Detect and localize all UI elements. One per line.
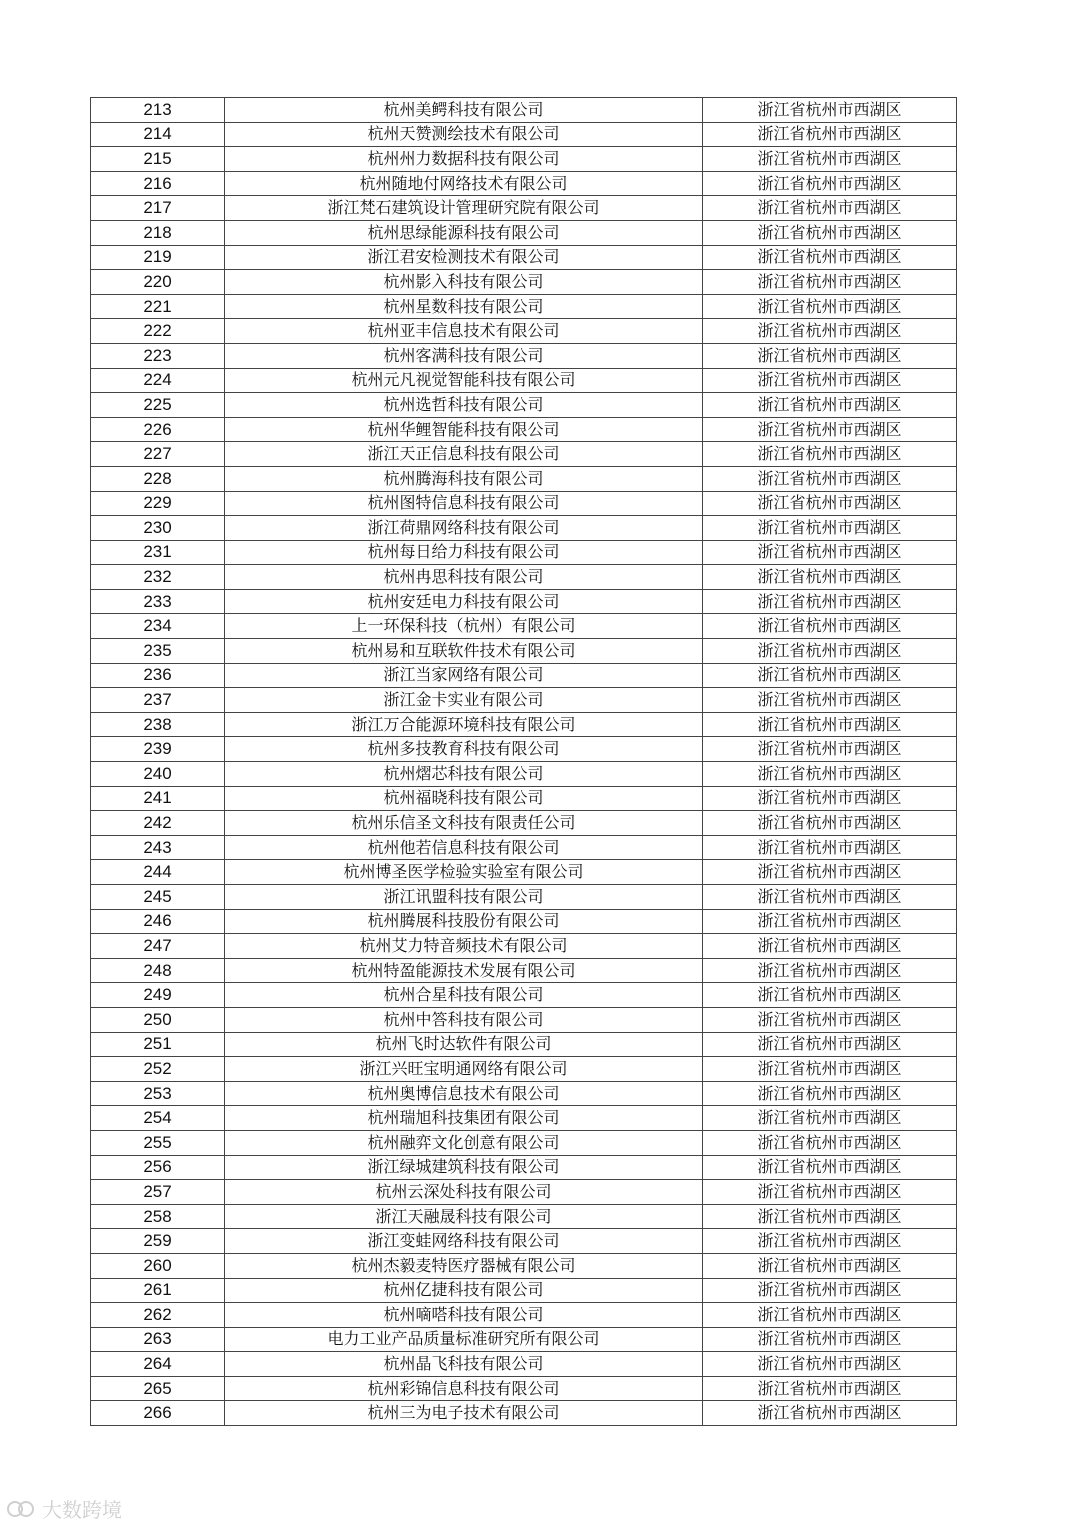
region: 浙江省杭州市西湖区 <box>703 1327 957 1352</box>
company-name: 杭州福晓科技有限公司 <box>225 786 703 811</box>
row-number: 261 <box>91 1278 225 1303</box>
region: 浙江省杭州市西湖区 <box>703 442 957 467</box>
table-row <box>91 1032 957 1057</box>
table-row <box>91 294 957 319</box>
region: 浙江省杭州市西湖区 <box>703 1032 957 1057</box>
row-number: 245 <box>91 885 225 910</box>
company-name: 杭州云深处科技有限公司 <box>225 1180 703 1205</box>
table-row <box>91 983 957 1008</box>
row-number: 231 <box>91 540 225 565</box>
region: 浙江省杭州市西湖区 <box>703 245 957 270</box>
company-name: 上一环保科技（杭州）有限公司 <box>225 614 703 639</box>
company-name: 杭州合星科技有限公司 <box>225 983 703 1008</box>
company-name: 杭州中答科技有限公司 <box>225 1007 703 1032</box>
row-number: 233 <box>91 589 225 614</box>
company-name: 浙江变蛙网络科技有限公司 <box>225 1229 703 1254</box>
table-row <box>91 319 957 344</box>
table-row <box>91 688 957 713</box>
row-number: 252 <box>91 1057 225 1082</box>
row-number: 266 <box>91 1401 225 1426</box>
table-row <box>91 245 957 270</box>
company-name: 浙江君安检测技术有限公司 <box>225 245 703 270</box>
region: 浙江省杭州市西湖区 <box>703 368 957 393</box>
company-name: 杭州华鲤智能科技有限公司 <box>225 417 703 442</box>
table-row <box>91 565 957 590</box>
table-row <box>91 762 957 787</box>
table-row <box>91 737 957 762</box>
region: 浙江省杭州市西湖区 <box>703 762 957 787</box>
row-number: 222 <box>91 319 225 344</box>
table-row <box>91 1327 957 1352</box>
region: 浙江省杭州市西湖区 <box>703 122 957 147</box>
company-name: 杭州易和互联软件技术有限公司 <box>225 639 703 664</box>
row-number: 255 <box>91 1130 225 1155</box>
row-number: 214 <box>91 122 225 147</box>
region: 浙江省杭州市西湖区 <box>703 393 957 418</box>
company-name: 杭州彩锦信息科技有限公司 <box>225 1376 703 1401</box>
company-list-body <box>91 98 957 1426</box>
region: 浙江省杭州市西湖区 <box>703 565 957 590</box>
table-row <box>91 220 957 245</box>
table-row <box>91 712 957 737</box>
region: 浙江省杭州市西湖区 <box>703 983 957 1008</box>
row-number: 236 <box>91 663 225 688</box>
region: 浙江省杭州市西湖区 <box>703 1007 957 1032</box>
region: 浙江省杭州市西湖区 <box>703 196 957 221</box>
table-row <box>91 1401 957 1426</box>
company-name: 杭州天赞测绘技术有限公司 <box>225 122 703 147</box>
table-row <box>91 98 957 123</box>
table-row <box>91 1130 957 1155</box>
table-row <box>91 368 957 393</box>
row-number: 250 <box>91 1007 225 1032</box>
region: 浙江省杭州市西湖区 <box>703 934 957 959</box>
row-number: 241 <box>91 786 225 811</box>
company-name: 杭州杰毅麦特医疗器械有限公司 <box>225 1253 703 1278</box>
row-number: 247 <box>91 934 225 959</box>
table-row <box>91 1007 957 1032</box>
region: 浙江省杭州市西湖区 <box>703 1303 957 1328</box>
table-row <box>91 540 957 565</box>
table-row <box>91 147 957 172</box>
table-row <box>91 909 957 934</box>
table-row <box>91 466 957 491</box>
company-name: 杭州三为电子技术有限公司 <box>225 1401 703 1426</box>
table-row <box>91 958 957 983</box>
table-row <box>91 1057 957 1082</box>
company-name: 杭州乐信圣文科技有限责任公司 <box>225 811 703 836</box>
watermark <box>6 1494 122 1523</box>
row-number: 230 <box>91 516 225 541</box>
row-number: 224 <box>91 368 225 393</box>
row-number: 216 <box>91 171 225 196</box>
table-row <box>91 196 957 221</box>
company-name: 杭州他若信息科技有限公司 <box>225 835 703 860</box>
region: 浙江省杭州市西湖区 <box>703 639 957 664</box>
table-row <box>91 934 957 959</box>
region: 浙江省杭州市西湖区 <box>703 712 957 737</box>
row-number: 243 <box>91 835 225 860</box>
company-name: 杭州随地付网络技术有限公司 <box>225 171 703 196</box>
table-row <box>91 663 957 688</box>
region: 浙江省杭州市西湖区 <box>703 1253 957 1278</box>
region: 浙江省杭州市西湖区 <box>703 885 957 910</box>
region: 浙江省杭州市西湖区 <box>703 811 957 836</box>
region: 浙江省杭州市西湖区 <box>703 1278 957 1303</box>
region: 浙江省杭州市西湖区 <box>703 958 957 983</box>
company-name: 杭州思绿能源科技有限公司 <box>225 220 703 245</box>
table-row <box>91 1229 957 1254</box>
region: 浙江省杭州市西湖区 <box>703 147 957 172</box>
row-number: 263 <box>91 1327 225 1352</box>
row-number: 244 <box>91 860 225 885</box>
region: 浙江省杭州市西湖区 <box>703 1401 957 1426</box>
table-row <box>91 614 957 639</box>
region: 浙江省杭州市西湖区 <box>703 1180 957 1205</box>
region: 浙江省杭州市西湖区 <box>703 835 957 860</box>
region: 浙江省杭州市西湖区 <box>703 786 957 811</box>
table-row <box>91 270 957 295</box>
row-number: 226 <box>91 417 225 442</box>
region: 浙江省杭州市西湖区 <box>703 860 957 885</box>
company-name: 杭州融弈文化创意有限公司 <box>225 1130 703 1155</box>
company-name: 杭州熠芯科技有限公司 <box>225 762 703 787</box>
row-number: 259 <box>91 1229 225 1254</box>
region: 浙江省杭州市西湖区 <box>703 614 957 639</box>
row-number: 219 <box>91 245 225 270</box>
table-row <box>91 589 957 614</box>
row-number: 253 <box>91 1081 225 1106</box>
row-number: 215 <box>91 147 225 172</box>
region: 浙江省杭州市西湖区 <box>703 343 957 368</box>
row-number: 237 <box>91 688 225 713</box>
row-number: 227 <box>91 442 225 467</box>
row-number: 249 <box>91 983 225 1008</box>
table-row <box>91 122 957 147</box>
table-row <box>91 1081 957 1106</box>
region: 浙江省杭州市西湖区 <box>703 1229 957 1254</box>
company-name: 浙江兴旺宝明通网络有限公司 <box>225 1057 703 1082</box>
table-row <box>91 491 957 516</box>
region: 浙江省杭州市西湖区 <box>703 1352 957 1377</box>
row-number: 264 <box>91 1352 225 1377</box>
region: 浙江省杭州市西湖区 <box>703 1155 957 1180</box>
company-name: 浙江梵石建筑设计管理研究院有限公司 <box>225 196 703 221</box>
region: 浙江省杭州市西湖区 <box>703 319 957 344</box>
region: 浙江省杭州市西湖区 <box>703 737 957 762</box>
table-row <box>91 786 957 811</box>
table-row <box>91 885 957 910</box>
company-name: 杭州客满科技有限公司 <box>225 343 703 368</box>
table-row <box>91 1352 957 1377</box>
table-row <box>91 639 957 664</box>
company-name: 杭州嘀嗒科技有限公司 <box>225 1303 703 1328</box>
company-name: 杭州腾展科技股份有限公司 <box>225 909 703 934</box>
row-number: 254 <box>91 1106 225 1131</box>
company-name: 杭州元凡视觉智能科技有限公司 <box>225 368 703 393</box>
company-name: 杭州博圣医学检验实验室有限公司 <box>225 860 703 885</box>
row-number: 229 <box>91 491 225 516</box>
company-name: 杭州安廷电力科技有限公司 <box>225 589 703 614</box>
table-row <box>91 343 957 368</box>
row-number: 256 <box>91 1155 225 1180</box>
row-number: 223 <box>91 343 225 368</box>
region: 浙江省杭州市西湖区 <box>703 1376 957 1401</box>
company-name: 杭州冉思科技有限公司 <box>225 565 703 590</box>
region: 浙江省杭州市西湖区 <box>703 589 957 614</box>
region: 浙江省杭州市西湖区 <box>703 663 957 688</box>
company-list-table <box>90 97 957 1426</box>
row-number: 265 <box>91 1376 225 1401</box>
company-name: 杭州瑞旭科技集团有限公司 <box>225 1106 703 1131</box>
row-number: 246 <box>91 909 225 934</box>
row-number: 217 <box>91 196 225 221</box>
company-name: 浙江天正信息科技有限公司 <box>225 442 703 467</box>
region: 浙江省杭州市西湖区 <box>703 1081 957 1106</box>
region: 浙江省杭州市西湖区 <box>703 491 957 516</box>
row-number: 248 <box>91 958 225 983</box>
region: 浙江省杭州市西湖区 <box>703 294 957 319</box>
region: 浙江省杭州市西湖区 <box>703 1130 957 1155</box>
company-name: 杭州美鳄科技有限公司 <box>225 98 703 123</box>
table-row <box>91 1180 957 1205</box>
table-row <box>91 393 957 418</box>
company-name: 杭州飞时达软件有限公司 <box>225 1032 703 1057</box>
row-number: 235 <box>91 639 225 664</box>
region: 浙江省杭州市西湖区 <box>703 516 957 541</box>
region: 浙江省杭州市西湖区 <box>703 688 957 713</box>
table-row <box>91 1204 957 1229</box>
table-row <box>91 1155 957 1180</box>
company-name: 杭州图特信息科技有限公司 <box>225 491 703 516</box>
row-number: 238 <box>91 712 225 737</box>
company-name: 杭州晶飞科技有限公司 <box>225 1352 703 1377</box>
table-row <box>91 1278 957 1303</box>
company-name: 浙江万合能源环境科技有限公司 <box>225 712 703 737</box>
company-name: 杭州选哲科技有限公司 <box>225 393 703 418</box>
table-row <box>91 811 957 836</box>
row-number: 257 <box>91 1180 225 1205</box>
region: 浙江省杭州市西湖区 <box>703 1057 957 1082</box>
region: 浙江省杭州市西湖区 <box>703 1204 957 1229</box>
company-name: 杭州腾海科技有限公司 <box>225 466 703 491</box>
row-number: 251 <box>91 1032 225 1057</box>
table-row <box>91 1376 957 1401</box>
table-row <box>91 516 957 541</box>
row-number: 232 <box>91 565 225 590</box>
row-number: 220 <box>91 270 225 295</box>
region: 浙江省杭州市西湖区 <box>703 98 957 123</box>
table-row <box>91 1253 957 1278</box>
row-number: 225 <box>91 393 225 418</box>
row-number: 240 <box>91 762 225 787</box>
company-name: 浙江金卡实业有限公司 <box>225 688 703 713</box>
region: 浙江省杭州市西湖区 <box>703 220 957 245</box>
table-row <box>91 860 957 885</box>
company-name: 浙江绿城建筑科技有限公司 <box>225 1155 703 1180</box>
row-number: 242 <box>91 811 225 836</box>
company-name: 杭州每日给力科技有限公司 <box>225 540 703 565</box>
region: 浙江省杭州市西湖区 <box>703 909 957 934</box>
table-row <box>91 417 957 442</box>
row-number: 213 <box>91 98 225 123</box>
row-number: 234 <box>91 614 225 639</box>
region: 浙江省杭州市西湖区 <box>703 466 957 491</box>
brand-logo-icon <box>6 1499 36 1519</box>
table-row <box>91 1303 957 1328</box>
row-number: 239 <box>91 737 225 762</box>
company-name: 浙江荷鼎网络科技有限公司 <box>225 516 703 541</box>
region: 浙江省杭州市西湖区 <box>703 540 957 565</box>
company-name: 杭州亚丰信息技术有限公司 <box>225 319 703 344</box>
row-number: 260 <box>91 1253 225 1278</box>
company-name: 杭州影入科技有限公司 <box>225 270 703 295</box>
company-name: 杭州奥博信息技术有限公司 <box>225 1081 703 1106</box>
company-name: 杭州特盈能源技术发展有限公司 <box>225 958 703 983</box>
watermark-text: 大数跨境 <box>42 1498 122 1522</box>
row-number: 218 <box>91 220 225 245</box>
region: 浙江省杭州市西湖区 <box>703 171 957 196</box>
table-row <box>91 835 957 860</box>
company-name: 杭州亿捷科技有限公司 <box>225 1278 703 1303</box>
table-row <box>91 171 957 196</box>
region: 浙江省杭州市西湖区 <box>703 417 957 442</box>
row-number: 262 <box>91 1303 225 1328</box>
company-name: 电力工业产品质量标准研究所有限公司 <box>225 1327 703 1352</box>
table-row <box>91 442 957 467</box>
row-number: 228 <box>91 466 225 491</box>
company-name: 杭州多技教育科技有限公司 <box>225 737 703 762</box>
company-name: 杭州艾力特音频技术有限公司 <box>225 934 703 959</box>
region: 浙江省杭州市西湖区 <box>703 1106 957 1131</box>
region: 浙江省杭州市西湖区 <box>703 270 957 295</box>
company-name: 浙江讯盟科技有限公司 <box>225 885 703 910</box>
row-number: 221 <box>91 294 225 319</box>
company-name: 杭州星数科技有限公司 <box>225 294 703 319</box>
company-name: 浙江天融晟科技有限公司 <box>225 1204 703 1229</box>
row-number: 258 <box>91 1204 225 1229</box>
company-name: 杭州州力数据科技有限公司 <box>225 147 703 172</box>
company-name: 浙江当家网络有限公司 <box>225 663 703 688</box>
table-row <box>91 1106 957 1131</box>
